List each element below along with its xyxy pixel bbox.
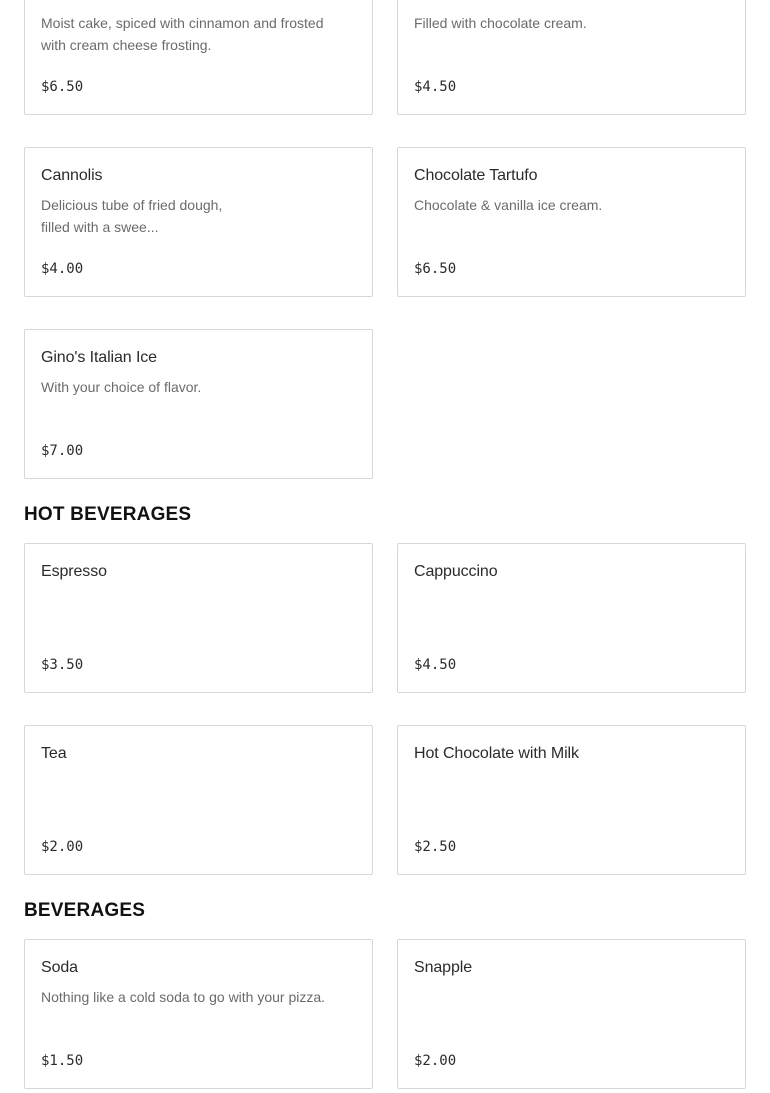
- item-price: $4.00: [41, 261, 84, 277]
- item-price: $3.50: [41, 657, 84, 673]
- section-title-beverages: BEVERAGES: [24, 900, 146, 921]
- item-name: Chocolate Tartufo: [414, 167, 538, 184]
- menu-item-card[interactable]: [24, 329, 373, 479]
- menu-item-card[interactable]: [24, 939, 373, 1089]
- item-name: Snapple: [414, 959, 473, 976]
- item-price: $1.50: [41, 1053, 84, 1069]
- menu-item-card[interactable]: [24, 0, 373, 115]
- item-description: Nothing like a cold soda to go with your pizza.: [41, 989, 326, 1005]
- item-price: $7.00: [41, 443, 84, 459]
- item-name: Soda: [41, 959, 78, 976]
- item-name: Gino's Italian Ice: [41, 349, 157, 366]
- menu-item-card[interactable]: [397, 147, 746, 297]
- item-name: Tea: [41, 745, 67, 762]
- item-description: With your choice of flavor.: [41, 379, 202, 395]
- item-name: Cannolis: [41, 167, 103, 184]
- menu-row: [24, 0, 746, 115]
- menu-row: [24, 939, 746, 1089]
- item-name: Espresso: [41, 563, 107, 580]
- item-price: $4.50: [414, 657, 457, 673]
- item-description: Filled with chocolate cream.: [414, 15, 587, 31]
- item-description: Moist cake, spiced with cinnamon and frosted with cream cheese frosting.: [41, 15, 324, 53]
- item-description: Delicious tube of fried dough, filled with a swee...: [41, 197, 223, 235]
- menu-row: [24, 725, 746, 875]
- item-price: $2.00: [414, 1053, 457, 1069]
- menu-item-card[interactable]: [24, 147, 373, 297]
- section-title-hot-beverages: HOT BEVERAGES: [24, 504, 192, 525]
- menu-item-card[interactable]: [397, 543, 746, 693]
- item-name: Hot Chocolate with Milk: [414, 745, 579, 762]
- menu-item-card[interactable]: [397, 725, 746, 875]
- item-price: $6.50: [414, 261, 457, 277]
- menu-item-card[interactable]: [24, 543, 373, 693]
- item-description: Chocolate & vanilla ice cream.: [414, 197, 603, 213]
- item-price: $4.50: [414, 79, 457, 95]
- item-price: $6.50: [41, 79, 84, 95]
- item-price: $2.00: [41, 839, 84, 855]
- item-price: $2.50: [414, 839, 457, 855]
- menu-item-card[interactable]: [397, 0, 746, 115]
- menu-row: [24, 329, 746, 479]
- menu-row: [24, 147, 746, 297]
- menu-item-card[interactable]: [24, 725, 373, 875]
- menu-row: [24, 543, 746, 693]
- item-name: Cappuccino: [414, 563, 498, 580]
- menu-item-card[interactable]: [397, 939, 746, 1089]
